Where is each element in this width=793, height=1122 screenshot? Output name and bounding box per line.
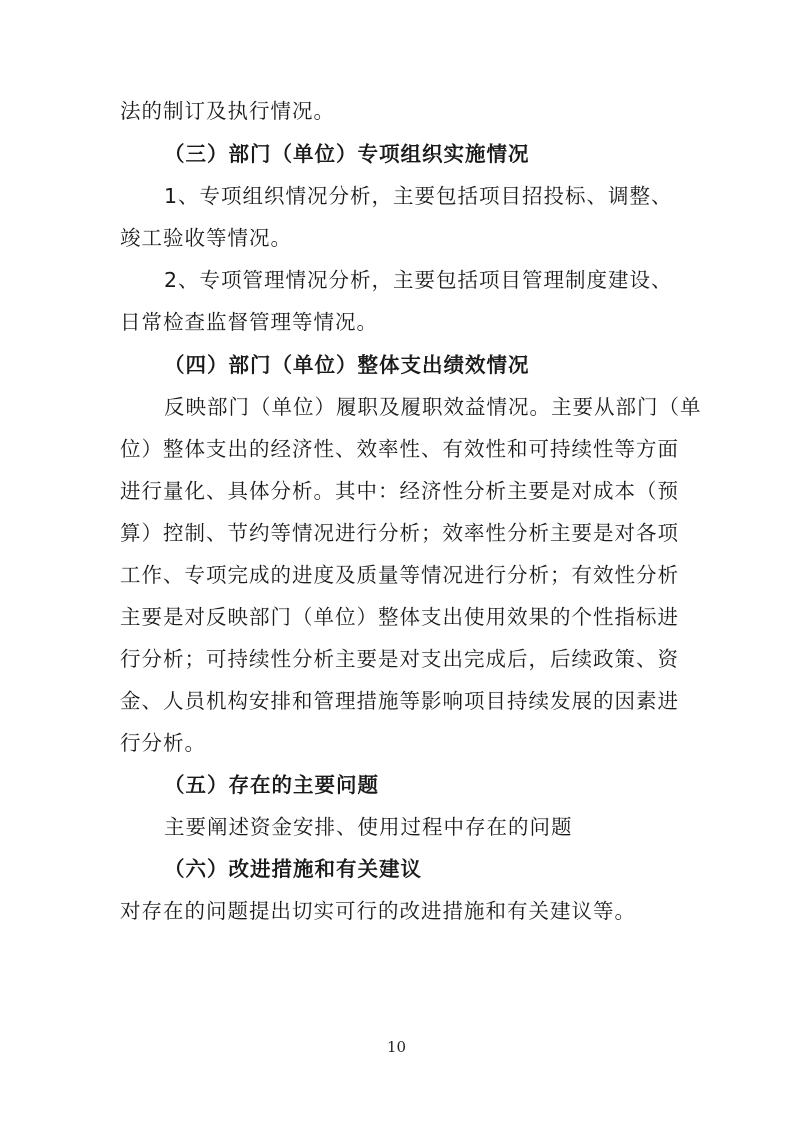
paragraph-line: 1、专项组织情况分析，主要包括项目招投标、调整、 bbox=[164, 184, 673, 208]
paragraph-line: 算）控制、节约等情况进行分析；效率性分析主要是对各项 bbox=[120, 521, 679, 545]
paragraph-line: 对存在的问题提出切实可行的改进措施和有关建议等。 bbox=[120, 899, 636, 923]
paragraph-line: 主要是对反映部门（单位）整体支出使用效果的个性指标进 bbox=[120, 605, 679, 629]
section-heading: （六）改进措施和有关建议 bbox=[164, 857, 422, 881]
paragraph-line: 行分析。 bbox=[120, 731, 206, 755]
paragraph-line: 进行量化、具体分析。其中：经济性分析主要是对成本（预 bbox=[120, 479, 679, 503]
paragraph-line: 2、专项管理情况分析，主要包括项目管理制度建设、 bbox=[164, 268, 673, 292]
paragraph-line: 法的制订及执行情况。 bbox=[120, 99, 335, 123]
paragraph-line: 金、人员机构安排和管理措施等影响项目持续发展的因素进 bbox=[120, 689, 679, 713]
paragraph-line: 工作、专项完成的进度及质量等情况进行分析；有效性分析 bbox=[120, 563, 679, 587]
section-heading: （五）存在的主要问题 bbox=[164, 773, 379, 797]
paragraph-line: 竣工验收等情况。 bbox=[120, 226, 292, 250]
paragraph-line: 位）整体支出的经济性、效率性、有效性和可持续性等方面 bbox=[120, 437, 679, 461]
section-heading: （四）部门（单位）整体支出绩效情况 bbox=[164, 353, 530, 377]
paragraph-line: 行分析；可持续性分析主要是对支出完成后，后续政策、资 bbox=[120, 647, 679, 671]
paragraph-line: 主要阐述资金安排、使用过程中存在的问题 bbox=[164, 815, 573, 839]
section-heading: （三）部门（单位）专项组织实施情况 bbox=[164, 142, 530, 166]
paragraph-line: 反映部门（单位）履职及履职效益情况。主要从部门（单 bbox=[164, 395, 702, 419]
paragraph-line: 日常检查监督管理等情况。 bbox=[120, 310, 378, 334]
page-number: 10 bbox=[386, 1038, 407, 1056]
